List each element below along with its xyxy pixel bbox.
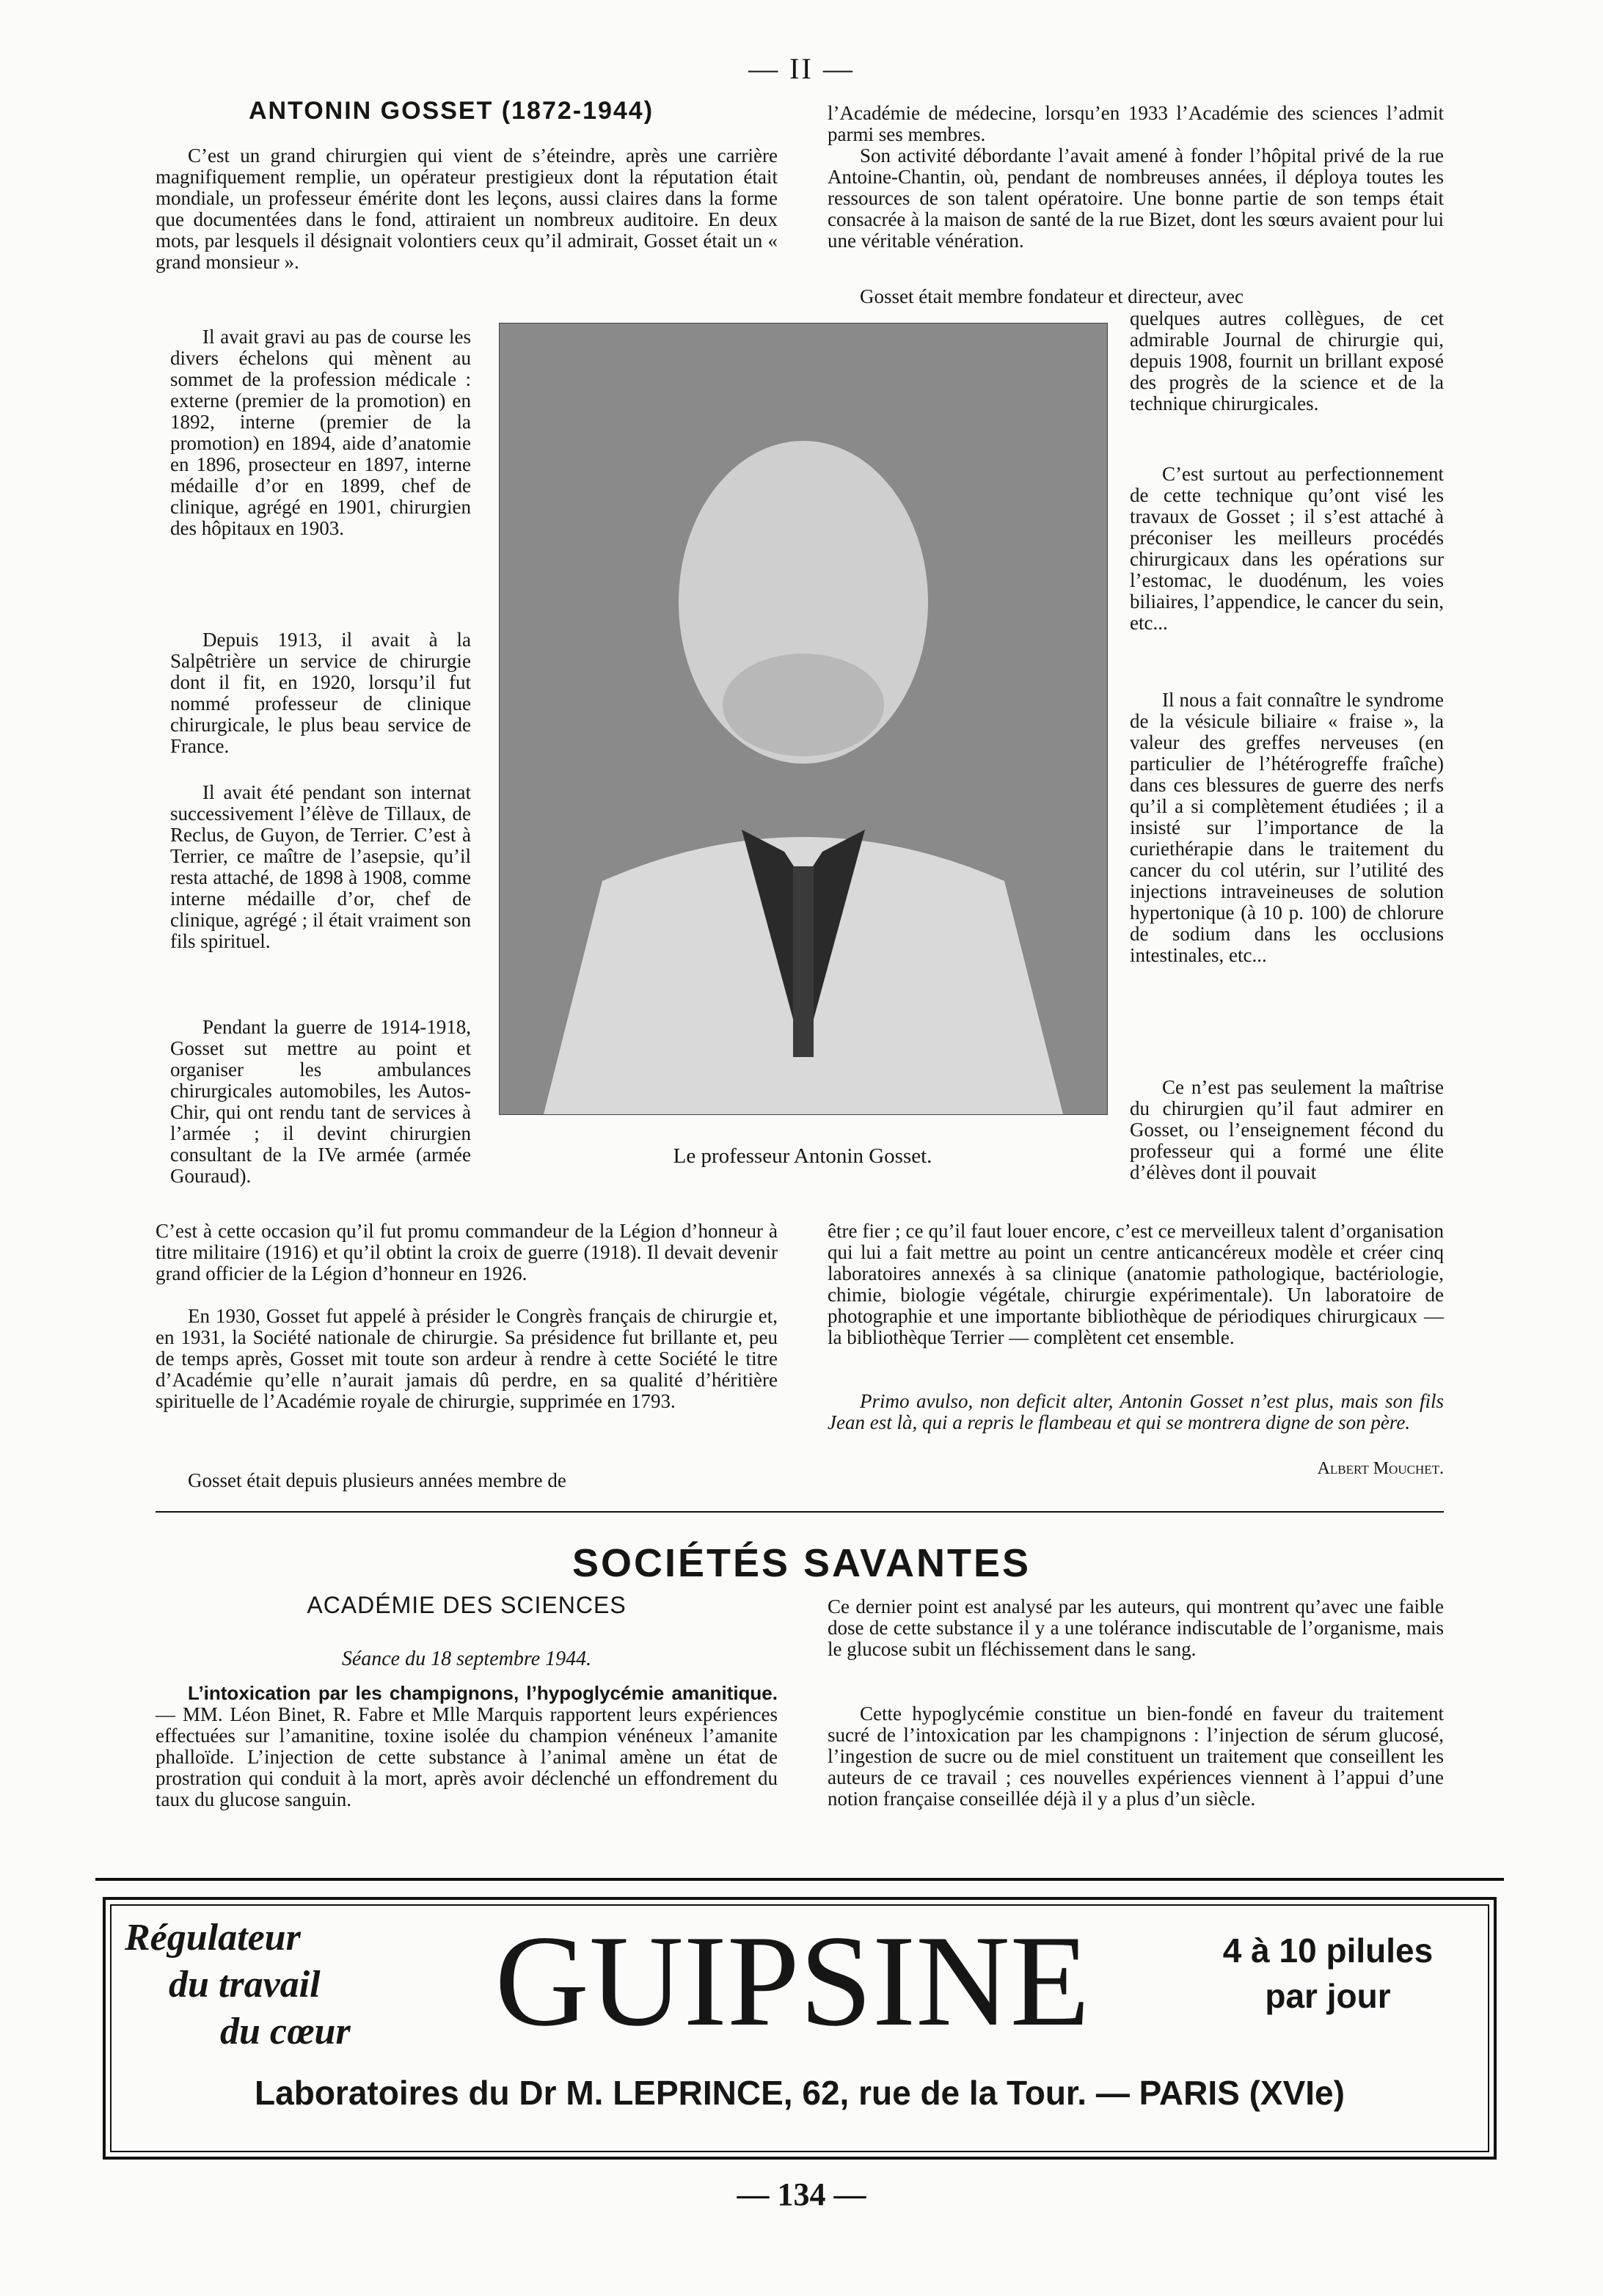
article-paragraph-4: Il avait été pendant son internat successivement l’élève de Tillaux, de Reclus, de Guyon, de Terrier. C’est à Terrier, ce maître de l’asepsie, qu’il resta attaché, de 1898 à 1908, comme interne médaille d’or, chef de clinique, agrégé ; il était vraiment son fils spirituel. <box>170 781 471 952</box>
advert-tagline <box>125 1915 418 2055</box>
advert-dosage <box>1174 1928 1482 2019</box>
advert-tagline-line2: du travail <box>169 1964 321 2006</box>
advert-dosage-line1: 4 à 10 pilules <box>1222 1931 1434 1970</box>
article-paragraph-7: En 1930, Gosset fut appelé à présider le Congrès français de chirurgie et, en 1931, la Société nationale de chirurgie. Sa présidence fut brillante et, peu de temps après, Gosset mit toute son ardeur à rendre à cette Société le titre d’Académie qu’elle n’aurait jamais dû perdre, en sa qualité d’héritière spirituelle de l’Académie royale de chirurgie, supprimée en 1793. <box>156 1305 778 1412</box>
item-text: — MM. Léon Binet, R. Fabre et Mlle Marquis rapportent leurs expériences effectuées sur l’amanitine, toxine isolée du champion vénéneux l’amanite phalloïde. L’injection de cette substance à l’animal amène un état de prostration qui conduit à la mort, après avoir déclenché un effondrement du taux du glucose sanguin. <box>156 1703 778 1810</box>
article-col2-paragraph-7: être fier ; ce qu’il faut louer encore, c’est ce merveilleux talent d’organisation qui lui a fait mettre au point un centre anticancéreux modèle et créer cinq laboratoires annexés à sa clinique (anatomie pathologique, bactériologie, chimie, biologie végétale, chirurgie expérimentale). Un laboratoire de photographie et une importante bibliothèque de périodiques chirurgicaux — la bibliothèque Terrier — complètent cet ensemble. <box>828 1220 1444 1348</box>
photo-caption: Le professeur Antonin Gosset. <box>673 1144 932 1168</box>
article-col2-paragraph-3b: quelques autres collègues, de cet admirable Journal de chirurgie qui, depuis 1908, fournit un brillant exposé des progrès de la science et de la technique chirurgicales. <box>1130 307 1444 414</box>
article-col2-paragraph-3a: Gosset était membre fondateur et directeur, avec <box>860 285 1244 307</box>
section-divider <box>156 1511 1444 1513</box>
advert-brand: GUIPSINE <box>494 1908 1090 2053</box>
advert-tagline-line3: du cœur <box>220 2011 351 2052</box>
page-number: — 134 — <box>737 2176 866 2212</box>
article-paragraph-3: Depuis 1913, il avait à la Salpêtrière un service de chirurgie dont il fit, en 1920, lorsqu’il fut nommé professeur de clinique chirurgicale, le plus beau service de France. <box>170 629 471 757</box>
article-paragraph-2: Il avait gravi au pas de course les divers échelons qui mènent au sommet de la profession médicale : externe (premier de la promotion) en 1892, interne (premier de la promotion) en 1894, aide d’anatomie en 1896, prosecteur en 1897, interne médaille d’or en 1899, chef de clinique, agrégé en 1901, chirurgien des hôpitaux en 1903. <box>170 326 471 539</box>
article-col2-paragraph-8: Primo avulso, non deficit alter, Antonin Gosset n’est plus, mais son fils Jean est là, qui a repris le flambeau et qui se montrera digne de son père. <box>828 1390 1444 1433</box>
portrait-figure <box>500 323 1107 1114</box>
article-col2-paragraph-1: l’Académie de médecine, lorsqu’en 1933 l’Académie des sciences l’admit parmi ses membres. <box>828 102 1444 145</box>
seance-date: Séance du 18 septembre 1944. <box>341 1648 592 1670</box>
article-col2-paragraph-2: Son activité débordante l’avait amené à fonder l’hôpital privé de la rue Antoine-Chantin, où, pendant de nombreuses années, il déploya toutes les ressources de son talent opératoire. Une bonne partie de son temps était consacrée à la maison de santé de la rue Bizet, dont les sœurs avaient pour lui une véritable vénération. <box>828 145 1444 252</box>
article-paragraph-8: Gosset était depuis plusieurs années membre de <box>188 1469 566 1491</box>
article-col2-paragraph-6: Ce n’est pas seulement la maîtrise du chirurgien qu’il faut admirer en Gosset, ou l’enseignement fécond du professeur qui a formé une élite d’élèves dont il pouvait <box>1130 1076 1444 1183</box>
advert-dosage-line2: par jour <box>1265 1977 1391 2015</box>
item-title: L’intoxication par les champignons, l’hypoglycémie amanitique. <box>188 1682 778 1704</box>
right-paragraph-1: Ce dernier point est analysé par les auteurs, qui montrent qu’avec une faible dose de cette substance il y a une tolérance indiscutable de l’organisme, mais le glucose subit un fléchissement dans le sang. <box>828 1595 1444 1660</box>
advert-tagline-line1: Régulateur <box>125 1917 301 1959</box>
article-paragraph-6: C’est à cette occasion qu’il fut promu commandeur de la Légion d’honneur à titre militaire (1916) et qu’il obtint la croix de guerre (1918). Il devait devenir grand officier de la Légion d’honneur en 1926. <box>156 1220 778 1284</box>
article-signature: Albert Mouchet. <box>1317 1459 1444 1478</box>
right-paragraph-2: Cette hypoglycémie constitue un bien-fondé en faveur du traitement sucré de l’intoxication par les champignons : l’injection de sérum glucosé, l’ingestion de sucre ou de miel constituent un traitement que conseillent les auteurs de ce travail ; ces nouvelles expériences viennent à l’appui d’une notion française conseillée déjà il y a plus d’un siècle. <box>828 1703 1444 1810</box>
article-paragraph-1: C’est un grand chirurgien qui vient de s’éteindre, après une carrière magnifiquement remplie, un opérateur prestigieux dont la réputation était mondiale, un professeur émérite dont les leçons, aussi claires dans la forme que documentées dans le fond, attiraient un nombreux auditoire. En deux mots, par lesquels il désignait volontiers ceux qu’il admirait, Gosset était un « grand monsieur ». <box>156 145 778 273</box>
article-col2-paragraph-5: Il nous a fait connaître le syndrome de la vésicule biliaire « fraise », la valeur des greffes nerveuses (en particulier de l’hétérogreffe fraîche) dans ces blessures de guerre des nerfs qu’il a si complètement étudiées ; il a insisté sur l’importance de la curiethérapie dans le traitement du cancer du col utérin, sur l’utilité des injections intraveineuses de solution hypertonique (à 10 p. 100) de chlorure de sodium dans les occlusions intestinales, etc... <box>1130 689 1444 966</box>
running-head: — II — <box>748 52 855 85</box>
academy-heading: ACADÉMIE DES SCIENCES <box>307 1592 627 1618</box>
article-title: ANTONIN GOSSET (1872-1944) <box>248 97 654 125</box>
ad-top-rule <box>95 1878 1504 1881</box>
article-col2-paragraph-4: C’est surtout au perfectionnement de cette technique qu’ont visé les travaux de Gosset ; il s’est attaché à préconiser les meilleurs procédés chirurgicaux dans les opérations sur l’estomac, le duodénum, les voies biliaires, l’appendice, le cancer du sein, etc... <box>1130 463 1444 634</box>
advert-address: Laboratoires du Dr M. LEPRINCE, 62, rue de la Tour. — PARIS (XVIe) <box>255 2074 1345 2112</box>
portrait-photo <box>499 323 1108 1115</box>
section-title: SOCIÉTÉS SAVANTES <box>572 1541 1031 1585</box>
article-paragraph-5: Pendant la guerre de 1914-1918, Gosset sut mettre au point et organiser les ambulances chirurgicales automobiles, les Autos-Chir, qui ont rendu tant de services à l’armée ; il devint chirurgien consultant de la IVe armée (armée Gouraud). <box>170 1016 471 1187</box>
item-paragraph <box>156 1683 778 1810</box>
